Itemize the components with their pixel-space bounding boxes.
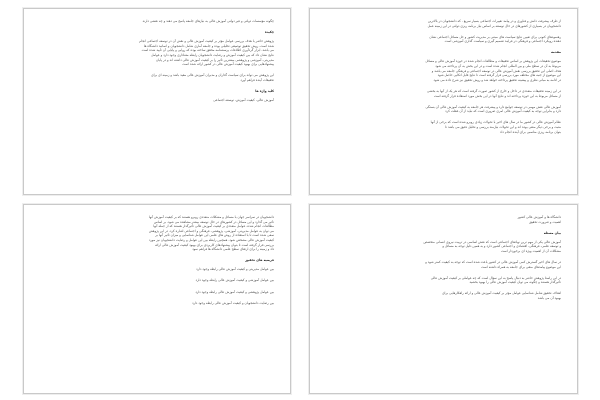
text-line: مربوط به آن در سطح ملی و بین المللی انجام شده است و در این بخش به آن پرداخته می شود <box>435 64 561 68</box>
text-line: تحقیقات آینده فراهم آورد <box>240 77 274 82</box>
section-heading: کلید واژه ها <box>255 88 274 93</box>
text-line: تأثیر می گذارد و این مسائل در کشورهای در حال توسعه بیشتر مشاهده می شود. بر اساس <box>153 219 274 224</box>
text-line: اهمیت و ضرورت تحقیق <box>529 219 561 224</box>
text-line: می توان به عوامل مدیریتی، آموزشی، پژوهشی، فرهنگی و اجتماعی اشاره کرد. در این پژوهش <box>148 228 274 233</box>
text-line: بتوان برنامه ریزی مناسبی برای آینده انجام داد <box>500 129 561 134</box>
document-page-1 <box>309 8 578 195</box>
text-line: بین رضایت دانشجویان و کیفیت آموزش عالی رابطه وجود دارد <box>192 300 274 305</box>
text-line: مطالعات انجام شده، عوامل متعددی بر کیفیت آموزش عالی تأثیرگذار هستند که از جمله آنها <box>153 224 274 229</box>
section-heading: فرضیه های تحقیق <box>245 258 274 263</box>
text-line: تأثیرگذار هستند و چگونه می توان کیفیت آموزش عالی را بهبود بخشید <box>469 280 561 285</box>
text-line: این موضوع پیامدهای منفی برای جامعه به همراه داشته است <box>481 264 561 269</box>
text-line: چگونه مؤسسات دولتی و غیر دولتی آموزش عالی به نیازهای جامعه پاسخ می دهند و چه نقشی دارند <box>142 19 274 23</box>
text-line: از طرف پیشرفت دانش و فناوری و در پیامد تغییرات اجتماعی بسیار سریع . که دانشجویان در بالاترین <box>427 19 561 23</box>
text-line: نتایج نشان داد که بین کیفیت آموزش و رضایت دانشجویان رابطه معناداری وجود دارد و عوامل <box>151 52 274 57</box>
text-line: این موضوع از جنبه های مختلف مورد بررسی قرار گرفته است تا نتایج قابل اتکایی حاصل شود <box>437 73 561 78</box>
document-page-3 <box>309 204 578 394</box>
text-line: دهنده رویکرد اجتماعی و فرهنگی در فرایند تصمیم گیری و سیاست گذاری آموزشی است <box>444 39 561 44</box>
text-line: مدیریتی، آموزشی و پژوهشی بیشترین تأثیر را بر کیفیت آموزش عالی داشته اند و در پایان <box>155 57 274 62</box>
document-page-4 <box>23 204 291 394</box>
text-line: این پژوهش می تواند برای سیاست گذاران و مدیران آموزش عالی مفید باشد و زمینه ای برای <box>151 73 274 78</box>
section-heading: مقدمه <box>550 50 561 55</box>
text-line: بین عوامل پژوهشی و کیفیت آموزش عالی رابطه وجود دارد <box>195 289 274 294</box>
text-line: پژوهش حاضر با هدف بررسی عوامل مؤثر بر کیفیت آموزش عالی و نقش آن در توسعه اجتماعی انجام <box>139 39 274 44</box>
text-line: اهداف تحقیق شامل شناسایی عوامل مؤثر بر کیفیت آموزش عالی و ارائه راهکارهایی برای <box>442 291 561 296</box>
text-line: در ادامه به مبانی نظری و پیشینه تحقیق پرداخته خواهد شد و روش تحقیق نیز شرح داده می شود <box>433 77 561 82</box>
text-line: بررسی قرار گرفته است تا بتوان پیشنهادهای کاربردی برای بهبود کیفیت آموزش عالی ارائه <box>154 242 274 247</box>
text-line: دانشجویان در سراسر جهان با مسائل و مشکلات متعددی روبرو هستند که بر کیفیت آموزش آنها <box>148 215 274 219</box>
text-line: دارد و بنابراین توجه به کیفیت آموزش عالی امری ضروری است که نباید از آن غفلت کرد <box>445 109 561 114</box>
text-line: مشکلات آن از اهمیت ویژه ای برخوردار است <box>500 248 561 253</box>
text-line: دانشجویان در بسیاری از کشورهای در حال توسعه بر اساس نیاز برنامه ریزی دولتی در این زمینه عمل <box>427 23 561 28</box>
text-line: آموزش عالی نقش مهمی در توسعه جوامع دارد و پیشرفت هر جامعه به کیفیت آموزش عالی آن بستگی <box>425 104 561 109</box>
section-heading: بیان مسئله <box>543 230 561 235</box>
text-line: سعی شده است تا با استفاده از روش های علمی این عوامل شناسایی و میزان تأثیر آنها بر <box>155 233 274 238</box>
text-line: داد و زمینه را برای ارتقای سطح علمی دانشگاه ها فراهم نمود <box>192 247 274 252</box>
text-line: پیشنهادهایی برای بهبود کیفیت آموزش عالی در کشور ارائه شده است <box>182 62 274 67</box>
text-line: بین عوامل مدیریتی و کیفیت آموزش عالی رابطه وجود دارد <box>196 267 274 272</box>
document-page-2 <box>23 8 291 195</box>
text-line: مثبت و برخی دیگر منفی بوده اند و این تحولات نیازمند بررسی و تحلیل دقیق می باشد تا <box>445 124 561 129</box>
text-line: بین عوامل آموزشی و کیفیت آموزش عالی رابطه وجود دارد <box>195 278 274 283</box>
text-line: آموزش عالی، کیفیت آموزش، توسعه اجتماعی <box>213 97 274 102</box>
text-line: آموزش عالی یکی از مهم ترین نهادهای اجتماعی است که نقش اساسی در تربیت نیروی انسانی متخصص <box>423 239 561 244</box>
text-line: در این راستا پژوهش حاضر به دنبال پاسخ به این سؤال است که چه عواملی بر کیفیت آموزش عالی <box>430 275 561 280</box>
text-line: در سال های اخیر گسترش کمی آموزش عالی در کشور باعث شده است که توجه به کیفیت کمتر شود و <box>425 260 561 264</box>
text-line: موضوع تحقیقات این پژوهش بر اساس تحقیقات و مطالعات انجام شده در حوزه آموزش عالی و مسائل <box>425 59 561 64</box>
text-line: شده است. روش تحقیق توصیفی تحلیلی بوده و جامعه آماری شامل دانشجویان و اساتید دانشگاه ها <box>143 43 274 48</box>
text-line: از مسائل مربوط به این حوزه پرداخته اند و نتایج آنها در این بخش مورد استفاده قرار گرفته است <box>433 93 561 98</box>
text-line: دانشگاه ها و آموزش عالی کشور <box>517 215 561 219</box>
text-line: بهبود آن می باشد <box>537 296 561 300</box>
text-line: هدف اصلی این تحقیق بررسی نقش آموزش عالی در توسعه اجتماعی و فرهنگی جامعه می باشد و <box>431 68 561 73</box>
text-line: و توسعه علمی، فرهنگی، اقتصادی و اجتماعی کشور دارد و به همین دلیل توجه به مسائل و <box>442 244 561 249</box>
text-line: در این زمینه تحقیقات متعددی در داخل و خارج از کشور صورت گرفته است که هر یک از آنها به بخشی <box>426 88 561 93</box>
text-line: کیفیت آموزش عالی مشخص شود. همچنین رابطه بین این عوامل و رضایت دانشجویان نیز مورد <box>148 238 274 242</box>
section-heading: چکیده <box>264 30 274 35</box>
text-line: نظام آموزش عالی در کشور ما در سال های اخیر با تحولات زیادی روبرو شده است که برخی از آنها <box>430 120 561 125</box>
text-line: رهنمودهای کنونی برای تعیین نتایج سیاست های مبتنی بر مدیریت کشور و حل مسائل اجتماعی نشان <box>429 34 561 39</box>
text-line: می باشد. ابزار گردآوری اطلاعات پرسشنامه محقق ساخته بوده که روایی و پایایی آن تأیید شده است <box>141 48 274 53</box>
